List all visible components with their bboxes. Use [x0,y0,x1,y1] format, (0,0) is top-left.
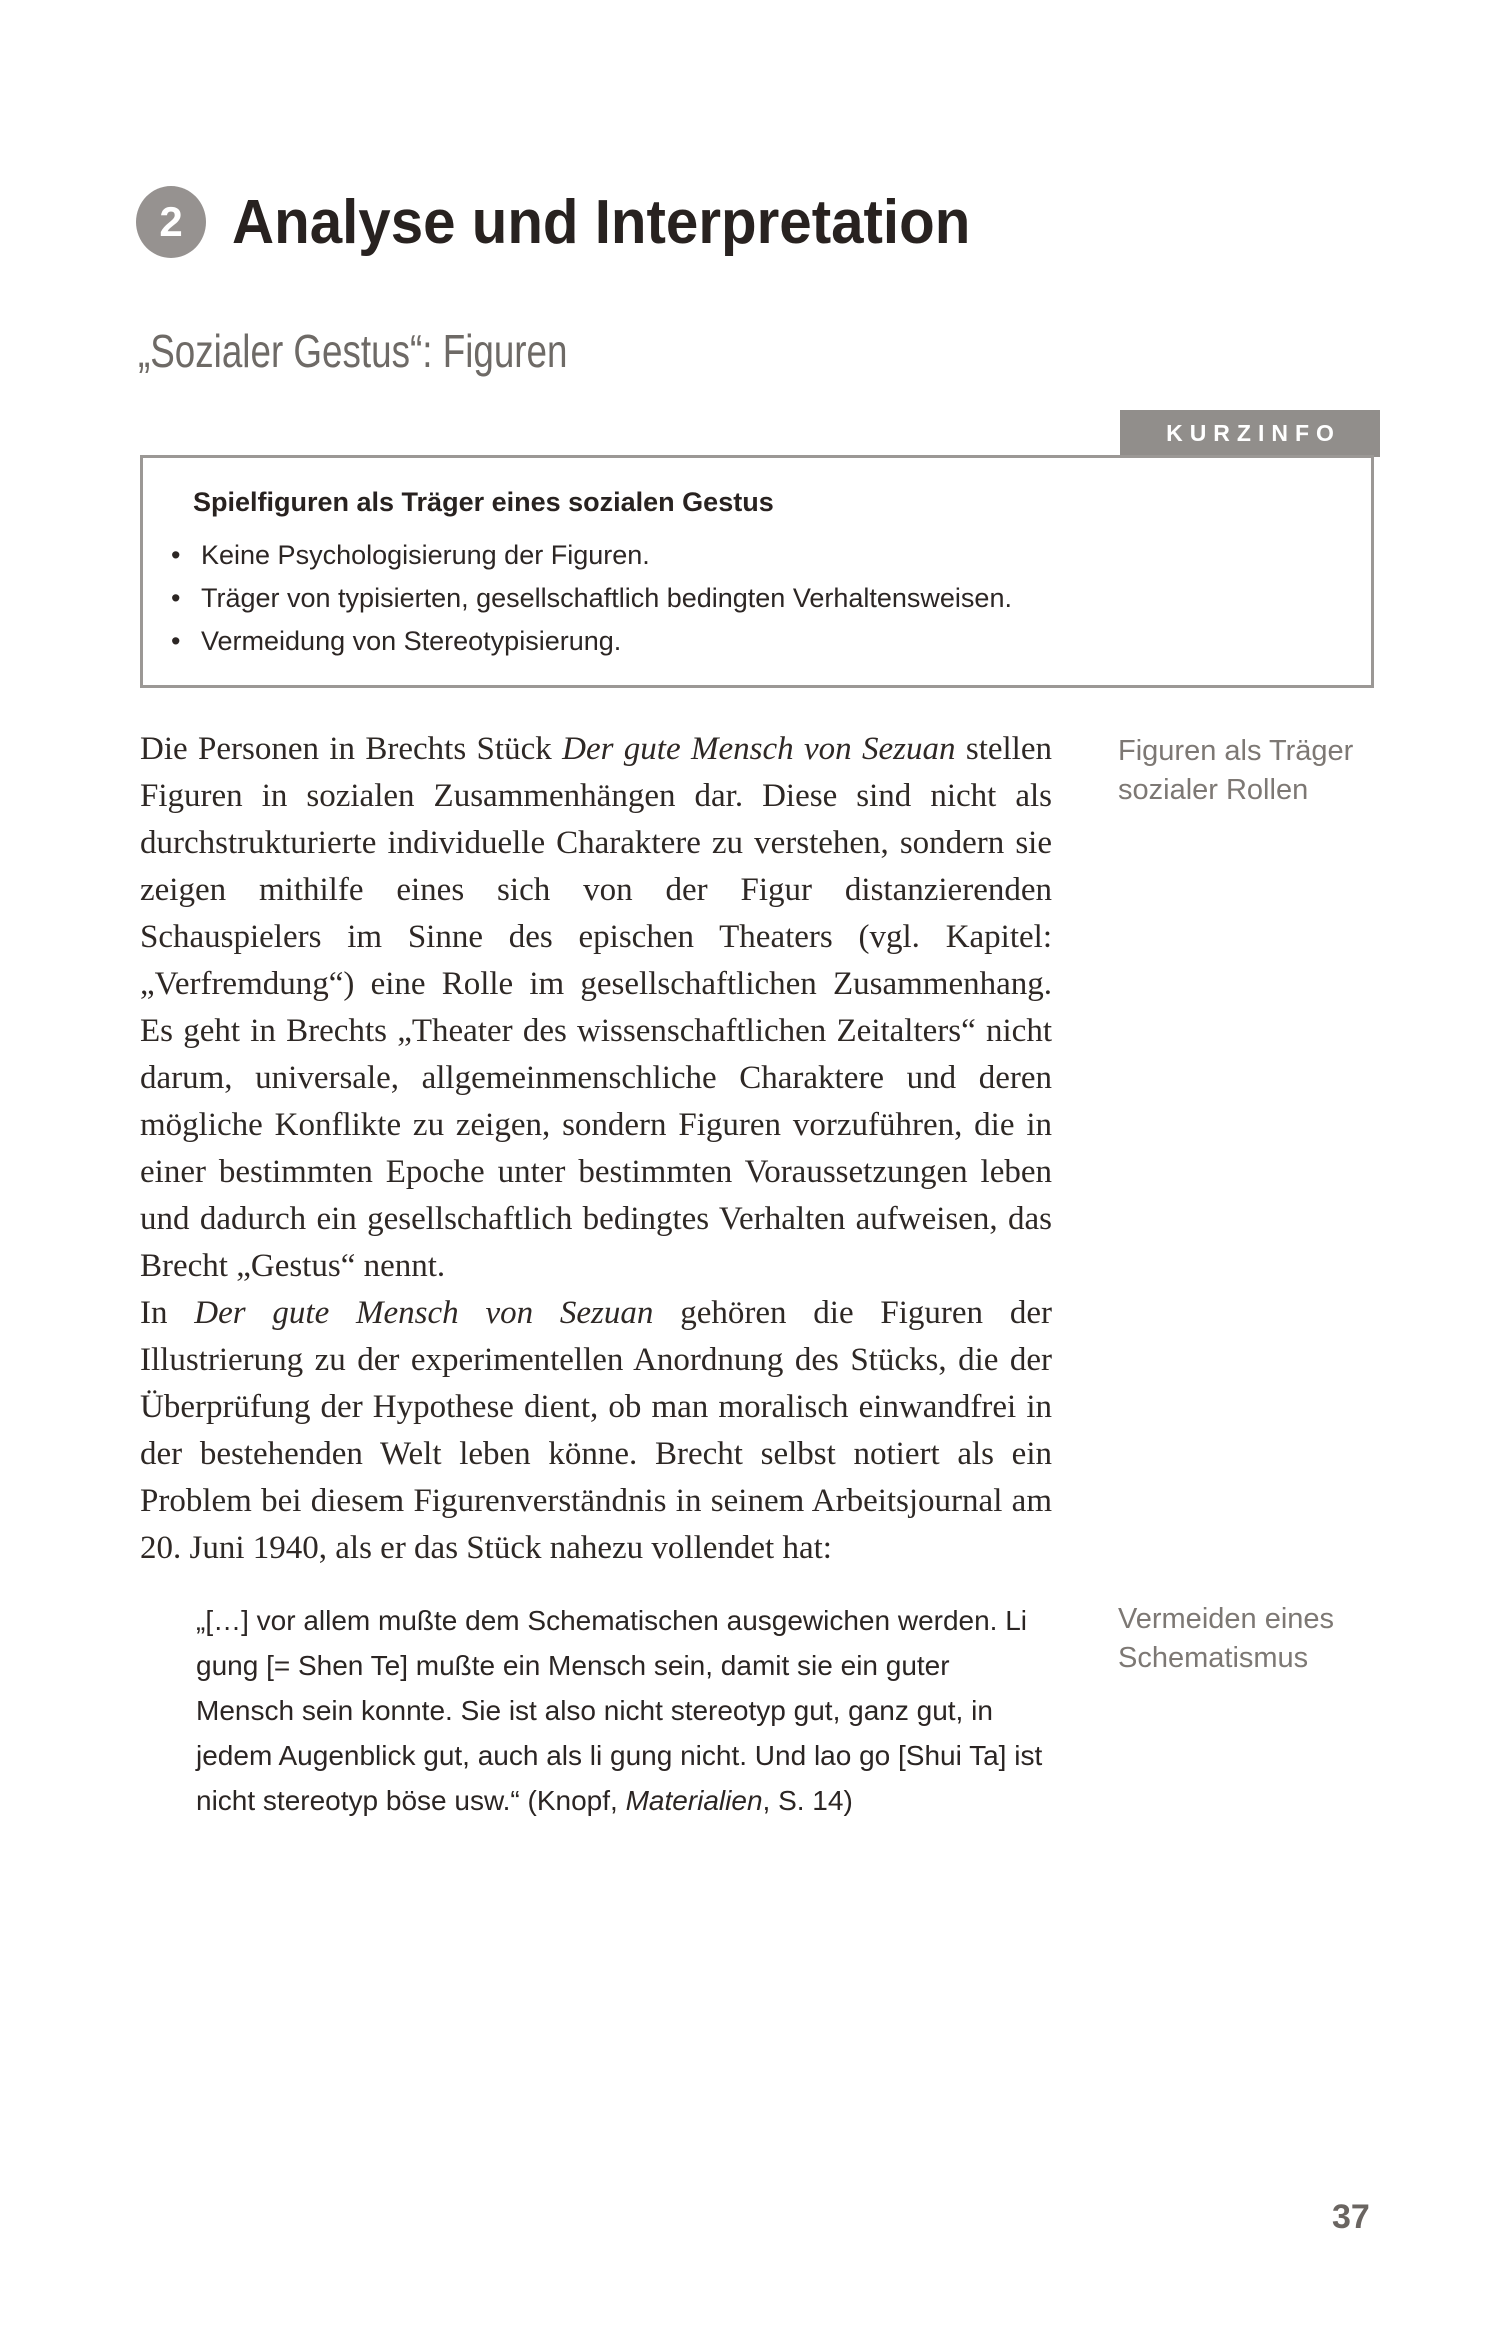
kurzinfo-bullet-item: • Vermeidung von Stereotypisierung. [143,620,1341,663]
kurzinfo-bullet-list [143,534,1341,663]
block-quote [196,1598,1335,1823]
kurzinfo-box [140,455,1374,688]
kurzinfo-heading: Spielfiguren als Träger eines sozialen Gestus [193,487,774,517]
section-title: „Sozialer Gestus“: Figuren [138,325,568,377]
chapter-header [136,186,1017,258]
kurzinfo-tab-label: KURZINFO [1120,410,1380,457]
kurzinfo-bullet-item: • Keine Psychologisierung der Figuren. [143,534,1341,577]
body-paragraph-1: Die Personen in Brechts Stück Der gute Mensch von Sezuan stellen Figuren in sozialen Zusammenhängen dar. Diese sind nicht als durchstrukturierte individuelle Charaktere zu verstehen, sondern sie zeigen mithilfe eines sich von der Figur distanzierenden Schauspielers im Sinne des epischen Theaters (vgl. Kapitel: „Verfremdung“) eine Rolle im gesellschaftlichen Zusammenhang. Es geht in Brechts „Theater des wissenschaftlichen Zeitalters“ nicht darum, universale, allgemeinmenschliche Charaktere und deren mögliche Konflikte zu zeigen, sondern Figuren vorzuführen, die in einer bestimmten Epoche unter bestimmten Voraussetzungen leben und dadurch ein gesellschaftlich bedingtes Verhalten aufweisen, das Brecht „Gestus“ nennt. [140,731,1052,1284]
chapter-number-badge [136,186,206,258]
kurzinfo-bullet-item: • Träger von typisierten, gesellschaftlich bedingten Verhaltensweisen. [143,577,1341,620]
margin-note-schematismus: Vermeiden eines Schematismus [1118,1603,1335,1674]
main-content [140,726,1354,1823]
quote-text: „[…] vor allem mußte dem Schematischen ausgewichen werden. Li gung [= Shen Te] mußte ein Mensch sein, damit sie ein guter Mensch sein konnte. Sie ist also nicht stereotyp gut, ganz gut, in jedem Augenblick gut, auch als li gung nicht. Und lao go [Shui Ta] ist nicht stereotyp böse usw.“ (Knopf, Materialien, S. 14) [196,1605,1043,1816]
chapter-title: Analyse und Interpretation [232,187,971,257]
page-number: 37 [1332,2198,1370,2236]
margin-note-figuren: Figuren als Träger sozialer Rollen [1118,735,1354,806]
body-paragraph-2: In Der gute Mensch von Sezuan gehören die Figuren der Illustrierung zu der experimentellen Anordnung des Stücks, die der Überprüfung der Hypothese dient, ob man moralisch einwandfrei in der bestehenden Welt leben könne. Brecht selbst notiert als ein Problem bei diesem Figurenverständnis in seinem Arbeitsjournal am 20. Juni 1940, als er das Stück nahezu vollendet hat: [140,1295,1052,1566]
chapter-number: 2 [159,198,183,245]
